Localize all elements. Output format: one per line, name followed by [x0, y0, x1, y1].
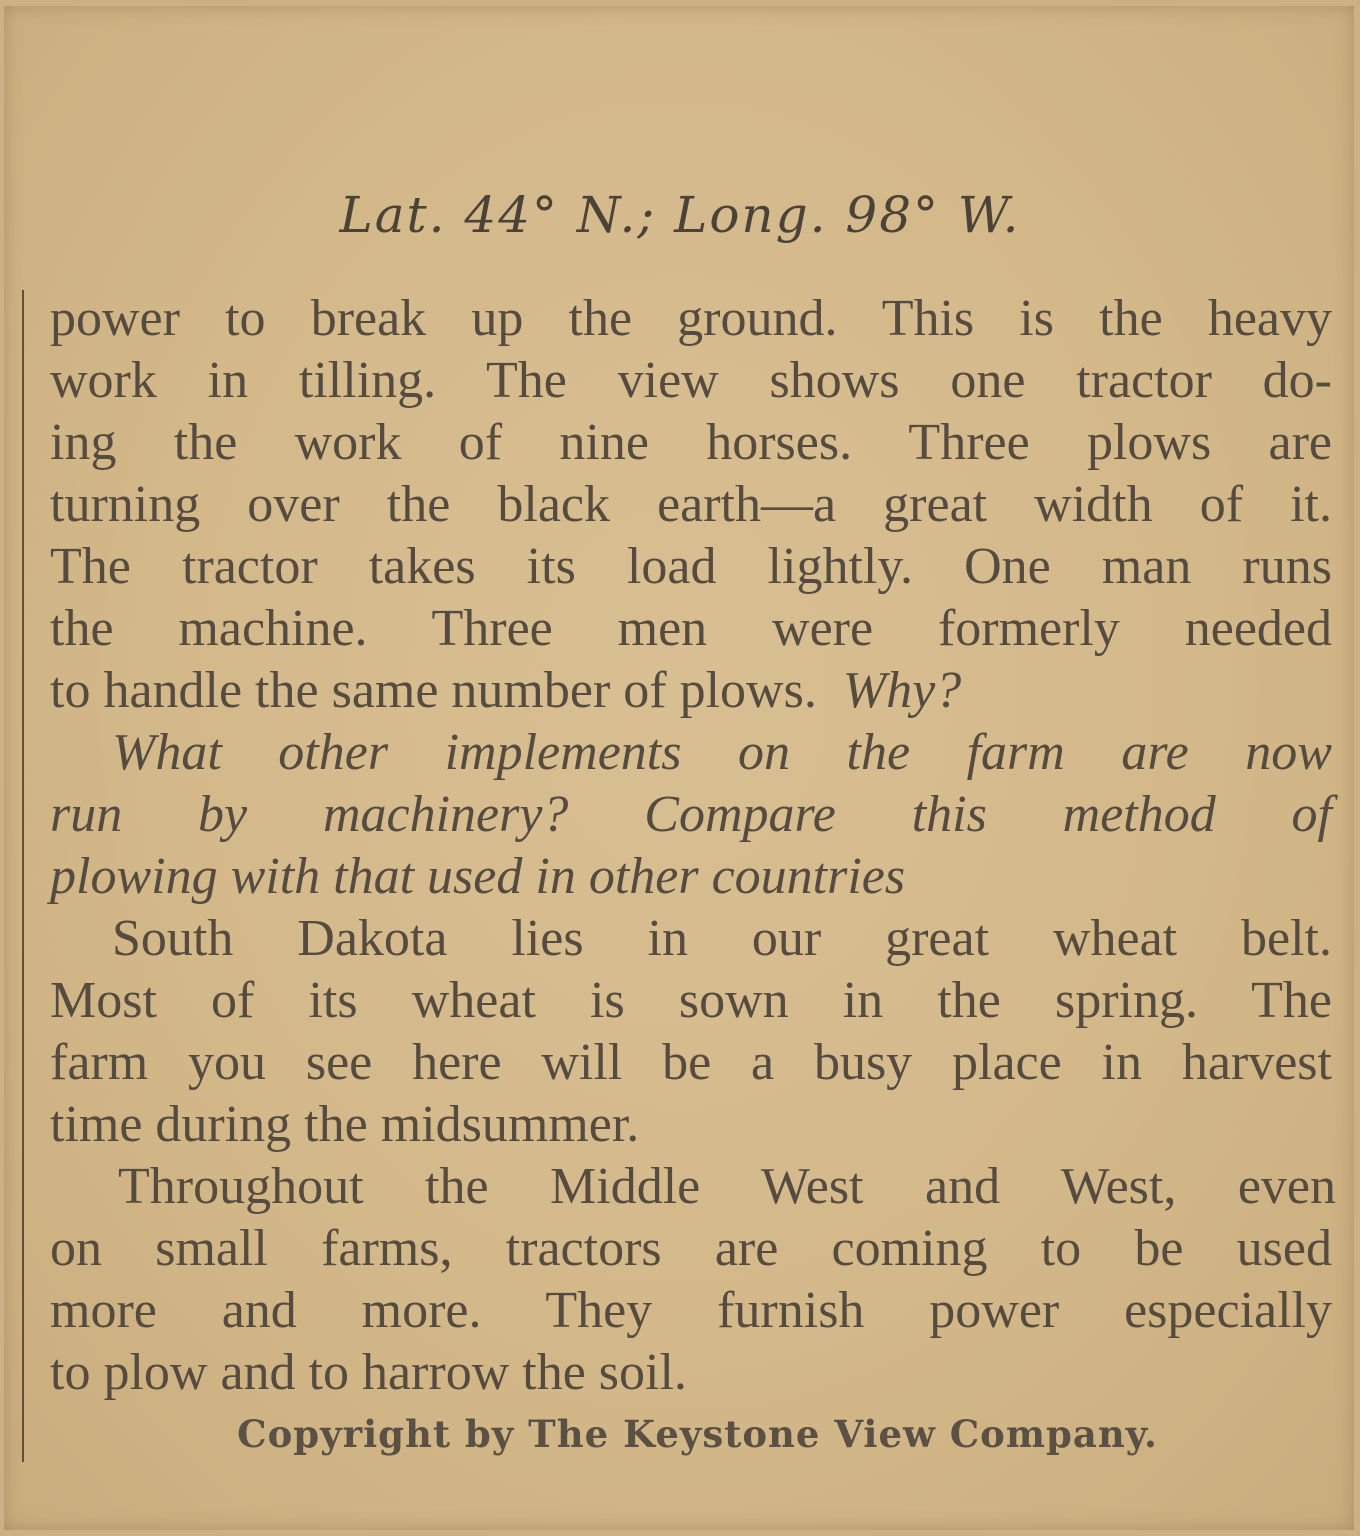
text-line: Throughout the Middle West and West, even: [118, 1158, 1336, 1215]
question-line: run by machinery? Compare this method of: [50, 786, 1332, 843]
text-line: work in tilling. The view shows one tractor do-: [50, 352, 1332, 409]
question-line: plowing with that used in other countries: [50, 848, 906, 905]
text-line: time during the midsummer.: [50, 1096, 640, 1153]
text-line: farm you see here will be a busy place in harvest: [50, 1034, 1332, 1091]
text-line: The tractor takes its load lightly. One man runs: [50, 538, 1332, 595]
text-segment: to handle the same number of plows.: [50, 662, 843, 719]
question-text: Why?: [842, 662, 962, 719]
text-line: turning over the black earth—a great width of it.: [50, 476, 1332, 533]
text-line: [50, 660, 1332, 722]
text-line: the machine. Three men were formerly needed: [50, 600, 1332, 657]
coordinates-heading: Lat. 44° N.; Long. 98° W.: [339, 186, 1021, 244]
text-line: more and more. They furnish power especially: [50, 1282, 1332, 1339]
text-line: Most of its wheat is sown in the spring. The: [50, 972, 1332, 1029]
text-line: power to break up the ground. This is the heavy: [50, 290, 1332, 347]
text-line: South Dakota lies in our great wheat belt.: [112, 910, 1332, 967]
question-line: What other implements on the farm are now: [112, 724, 1332, 781]
text-line: to plow and to harrow the soil.: [50, 1344, 687, 1401]
copyright-notice: Copyright by The Keystone View Company.: [237, 1412, 1158, 1456]
margin-rule: [22, 290, 24, 1462]
text-line: ing the work of nine horses. Three plows are: [50, 414, 1332, 471]
text-line: on small farms, tractors are coming to be used: [50, 1220, 1332, 1277]
